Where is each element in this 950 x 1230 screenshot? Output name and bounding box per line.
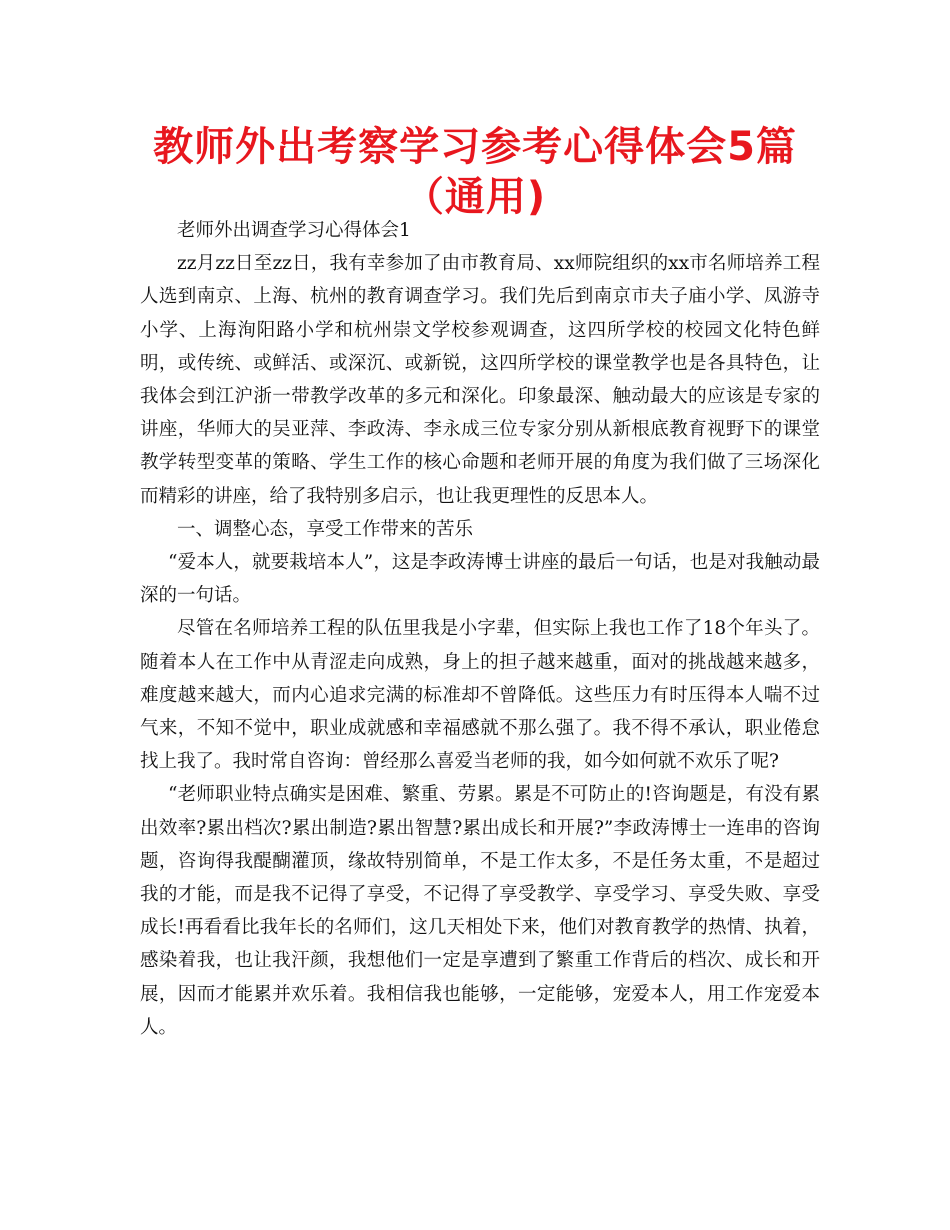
paragraph-insight: “老师职业特点确实是困难、繁重、劳累。累是不可防止的!咨询题是，有没有累出效率?累出档次?累出制造?累出智慧?累出成长和开展?”李政涛博士一连串的咨询题，咨询得我醍醐灌顶，缘故特别简单，不是工作太多，不是任务太重，不是超过我的才能，而是我不记得了享受，不记得了享受教学、享受学习、享受失败、享受成长!再看看比我年长的名师们，这几天相处下来，他们对教育教学的热情、执着，感染着我，也让我汗颜，我想他们一定是享遭到了繁重工作背后的档次、成长和开展，因而才能累并欢乐着。我相信我也能够，一定能够，宠爱本人，用工作宠爱本人。 (140, 784, 820, 1038)
document-body (140, 214, 820, 1044)
section-heading: 一、调整心态，享受工作带来的苦乐 (177, 518, 474, 540)
paragraph-quote: “爱本人，就要栽培本人”，这是李政涛博士讲座的最后一句话，也是对我触动最深的一句话。 (140, 552, 820, 607)
section-subtitle: 老师外出调查学习心得体会1 (177, 220, 411, 241)
paragraph-intro: zz月zz日至zz日，我有幸参加了由市教育局、xx师院组织的xx市名师培养工程人选到南京、上海、杭州的教育调查学习。我们先后到南京市夫子庙小学、凤游寺小学、上海洵阳路小学和杭州崇文学校参观调查，这四所学校的校园文化特色鲜明，或传统、或鲜活、或深沉、或新锐，这四所学校的课堂教学也是各具特色，让我体会到江沪浙一带教学改革的多元和深化。印象最深、触动最大的应该是专家的讲座，华师大的吴亚萍、李政涛、李永成三位专家分别从新根底教育视野下的课堂教学转型变革的策略、学生工作的核心命题和老师开展的角度为我们做了三场深化而精彩的讲座，给了我特别多启示，也让我更理性的反思本人。 (140, 253, 820, 507)
paragraph-reflection: 尽管在名师培养工程的队伍里我是小字辈，但实际上我也工作了18个年头了。随着本人在工作中从青涩走向成熟，身上的担子越来越重，面对的挑战越来越多，难度越来越大，而内心追求完满的标准却不曾降低。这些压力有时压得本人喘不过气来，不知不觉中，职业成就感和幸福感就不那么强了。我不得不承认，职业倦怠找上我了。我时常自咨询：曾经那么喜爱当老师的我，如今如何就不欢乐了呢? (140, 618, 820, 773)
document-title: 教师外出考察学习参考心得体会5篇（通用) (153, 124, 797, 220)
